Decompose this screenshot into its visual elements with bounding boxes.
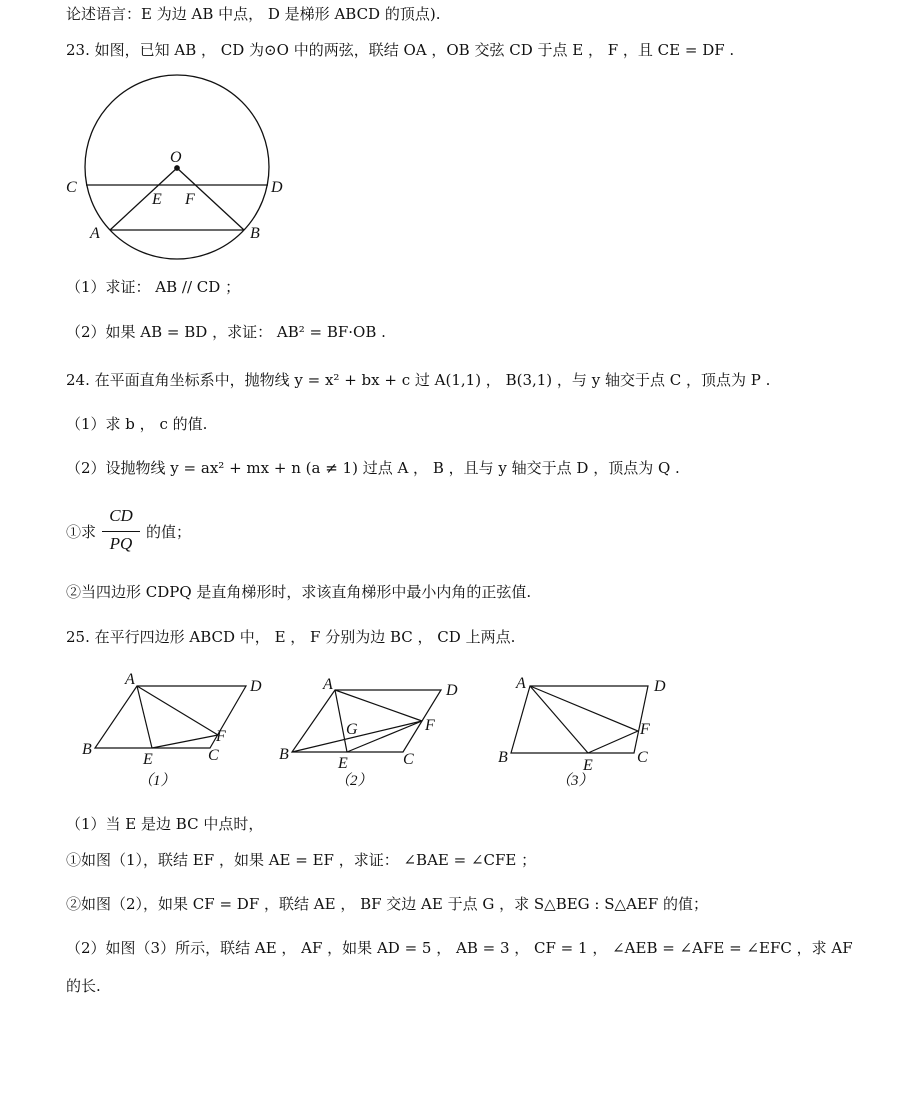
label-g-2: G	[346, 721, 358, 738]
label-a: A	[90, 225, 100, 242]
text-line-intro: 论述语言：E 为边 AB 中点， D 是梯形 ABCD 的顶点).	[66, 5, 441, 23]
parallelogram-abcd-2	[292, 690, 441, 752]
fraction-suffix: 的值；	[146, 523, 192, 541]
figure-25-2	[292, 690, 441, 752]
label-c-3: C	[637, 749, 648, 766]
question-25-part-2: （2）如图（3）所示，联结 AE ， AF ，如果 AD = 5 ， AB = 3 ， CF = 1 ， ∠AEB = ∠AFE = ∠EFC ，求 AF	[66, 939, 853, 957]
question-24: 24. 在平面直角坐标系中，抛物线 y = x² + bx + c 过 A(1,1) ， B(3,1) ，与 y 轴交于点 C ，顶点为 P .	[66, 371, 771, 389]
question-24-part-2: （2）设抛物线 y = ax² + mx + n (a ≠ 1) 过点 A ， B ，且与 y 轴交于点 D ，顶点为 Q .	[66, 459, 680, 477]
center-point	[175, 166, 179, 170]
fraction-prefix: ①求	[66, 523, 97, 541]
caption-3: （3）	[556, 773, 594, 789]
label-b-1: B	[82, 741, 92, 758]
question-23-part-2: （2）如果 AB = BD ，求证： AB² = BF·OB .	[66, 323, 386, 341]
question-25-part-1: （1）当 E 是边 BC 中点时，	[66, 815, 264, 833]
question-25: 25. 在平行四边形 ABCD 中， E ， F 分别为边 BC ， CD 上两点.	[66, 628, 516, 646]
label-d-3: D	[654, 678, 666, 695]
label-d: D	[271, 179, 283, 196]
segment-ae-1	[137, 686, 152, 748]
label-c: C	[66, 179, 77, 196]
label-a-3: A	[516, 675, 526, 692]
label-d-2: D	[446, 682, 458, 699]
figure-25-3	[511, 686, 648, 753]
label-c-2: C	[403, 751, 414, 768]
label-b: B	[250, 225, 260, 242]
label-f-1: F	[216, 728, 226, 745]
question-23: 23. 如图，已知 AB ， CD 为⊙O 中的两弦，联结 OA ，OB 交弦 CD 于点 E ， F ，且 CE = DF .	[66, 41, 735, 59]
segment-oa	[110, 168, 177, 230]
segment-af-1	[137, 686, 218, 735]
question-25-part-1a: ①如图（1），联结 EF ，如果 AE = EF ，求证： ∠BAE = ∠CFE ；	[66, 851, 537, 869]
label-f: F	[185, 191, 195, 208]
figure-23	[85, 75, 269, 259]
segment-ef-3	[588, 731, 638, 753]
caption-1: （1）	[138, 773, 176, 789]
label-b-3: B	[498, 749, 508, 766]
label-f-3: F	[640, 721, 650, 738]
question-25-part-1b: ②如图（2），如果 CF = DF ，联结 AE ， BF 交边 AE 于点 G ，求 S△BEG : S△AEF 的值；	[66, 895, 709, 913]
fraction-numerator: CD	[109, 506, 133, 525]
label-b-2: B	[279, 746, 289, 763]
label-e-3: E	[583, 757, 593, 774]
segment-af-3	[530, 686, 638, 731]
question-24-part-2b: ②当四边形 CDPQ 是直角梯形时，求该直角梯形中最小内角的正弦值.	[66, 583, 532, 601]
label-o: O	[170, 149, 182, 166]
segment-af-2	[335, 690, 422, 721]
figure-25-1-labels	[82, 671, 262, 789]
label-f-2: F	[425, 717, 435, 734]
fraction-denominator: PQ	[109, 534, 133, 553]
label-e-2: E	[338, 755, 348, 772]
label-a-1: A	[125, 671, 135, 688]
label-d-1: D	[250, 678, 262, 695]
figure-23-labels	[66, 149, 283, 242]
label-e-1: E	[143, 751, 153, 768]
figure-25-3-labels	[498, 675, 666, 789]
label-e: E	[152, 191, 162, 208]
segment-ae-3	[530, 686, 588, 753]
label-a-2: A	[323, 676, 333, 693]
question-23-part-1: （1）求证： AB // CD ；	[66, 278, 241, 296]
question-24-part-1: （1）求 b ， c 的值.	[66, 415, 208, 433]
question-25-part-2-end: 的长.	[66, 977, 101, 995]
label-c-1: C	[208, 747, 219, 764]
caption-2: （2）	[335, 773, 373, 789]
